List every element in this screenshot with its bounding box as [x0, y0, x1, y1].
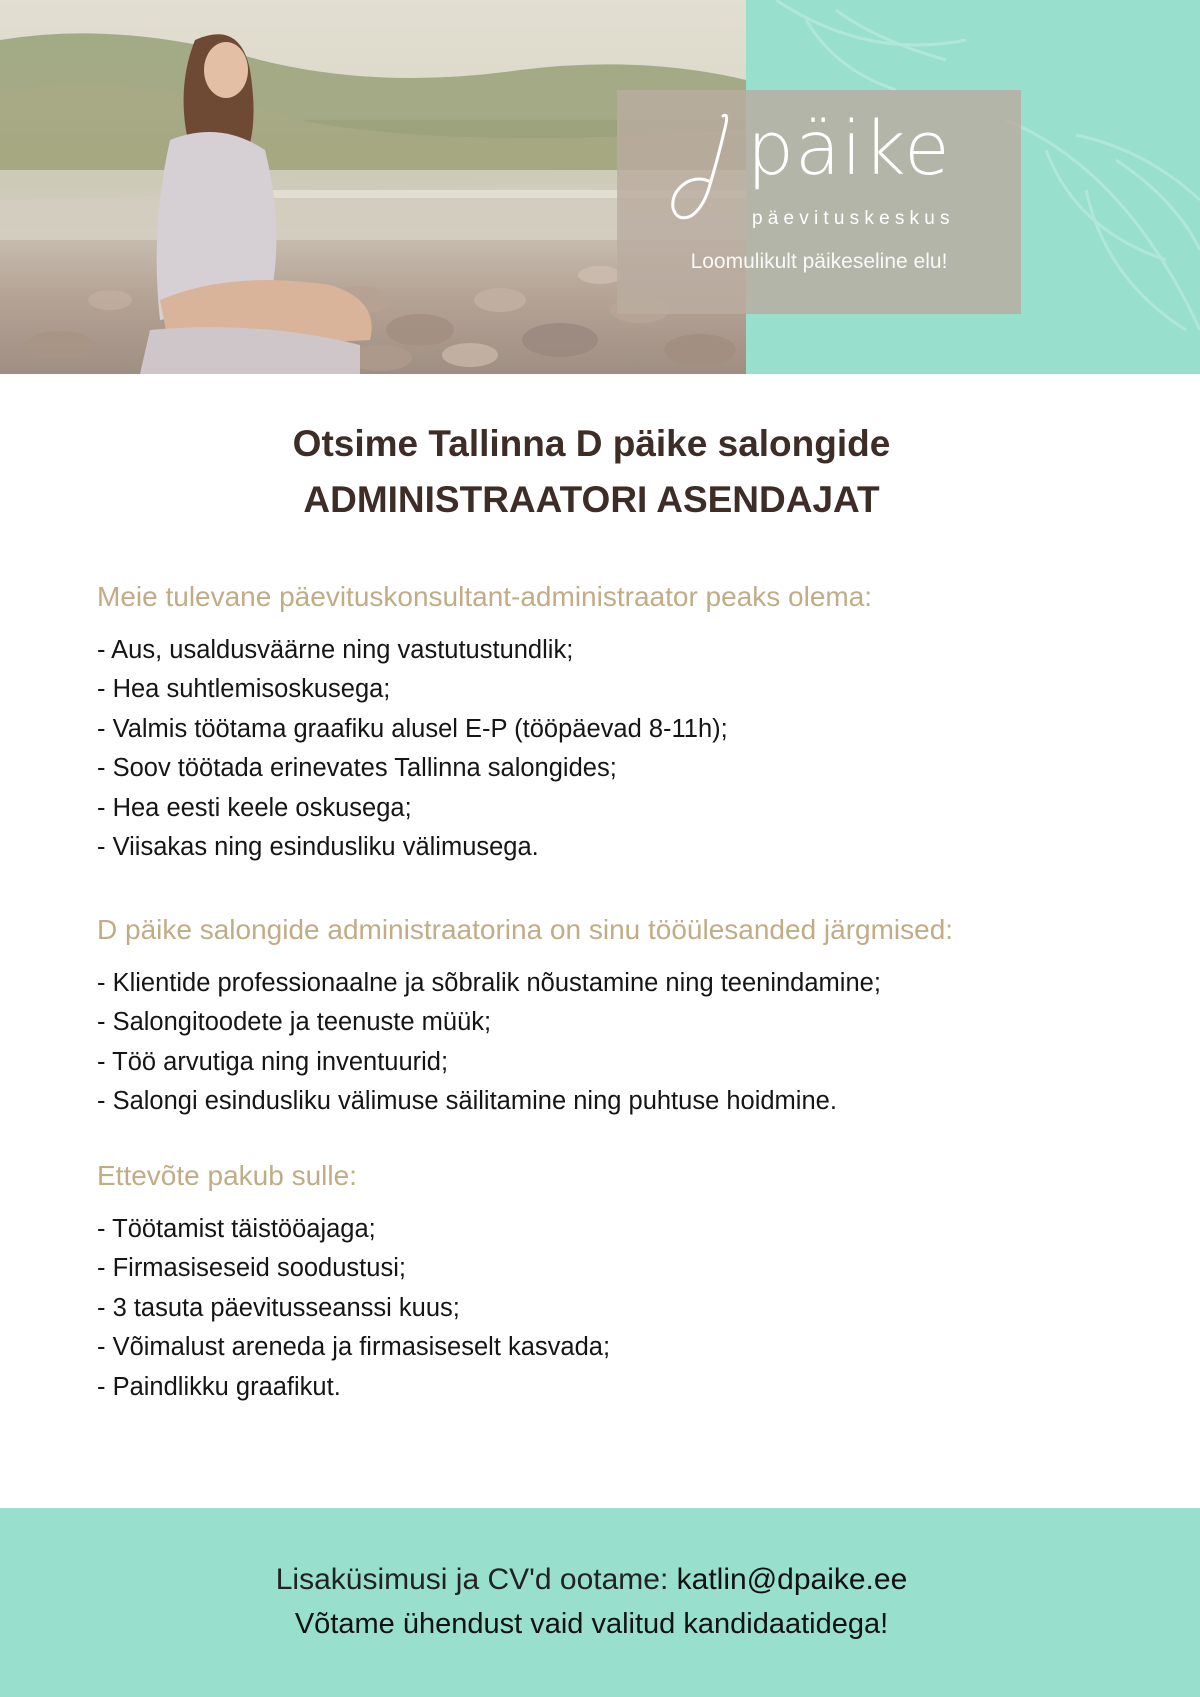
list-item: - Salongi esindusliku välimuse säilitamine ning puhtuse hoidmine.	[97, 1087, 837, 1116]
list-item: - Firmasiseseid soodustusi;	[97, 1254, 406, 1283]
requirements-list	[97, 631, 1097, 867]
footer-note: Võtame ühendust vaid valitud kandidaatidega!	[294, 1608, 889, 1640]
section-requirements	[97, 579, 1097, 867]
list-item: - Hea eesti keele oskusega;	[97, 793, 412, 822]
offer-list	[97, 1210, 1097, 1407]
section-duties	[97, 912, 1097, 1122]
duties-list	[97, 964, 1097, 1122]
header-banner	[0, 0, 1200, 374]
section-heading: D päike salongide administraatorina on sinu tööülesanded järgmised:	[97, 914, 954, 945]
list-item: - Salongitoodete ja teenuste müük;	[97, 1008, 492, 1037]
title-line-2: ADMINISTRAATORI ASENDAJAT	[303, 479, 880, 520]
contact-line	[0, 1560, 1183, 1600]
list-item: - Valmis töötama graafiku alusel E-P (tööpäevad 8-11h);	[97, 714, 728, 743]
brand-subtitle: päevituskeskus	[752, 208, 955, 229]
list-item: - Viisakas ning esindusliku välimusega.	[97, 833, 539, 862]
footer	[0, 1508, 1200, 1697]
logo-d-icon	[663, 108, 743, 228]
email-link[interactable]: katlin@dpaike.ee	[676, 1563, 908, 1596]
list-item: - Aus, usaldusväärne ning vastutustundlik;	[97, 636, 574, 664]
page-title	[0, 416, 1183, 528]
brand-name: päike	[747, 106, 951, 192]
section-heading: Meie tulevane päevituskonsultant-administraator peaks olema:	[97, 581, 873, 612]
list-item: - Soov töötada erinevates Tallinna salongides;	[97, 754, 617, 783]
list-item: - Paindlikku graafikut.	[97, 1372, 341, 1401]
section-offer	[97, 1158, 1097, 1407]
title-line-1: Otsime Tallinna D päike salongide	[292, 423, 891, 464]
list-item: - Hea suhtlemisoskusega;	[97, 675, 391, 704]
list-item: - Töötamist täistööajaga;	[97, 1215, 376, 1243]
logo-box	[617, 90, 1021, 314]
list-item: - 3 tasuta päevitusseanssi kuus;	[97, 1293, 460, 1322]
contact-label: Lisaküsimusi ja CV'd ootame:	[275, 1563, 669, 1596]
brand-tagline: Loomulikult päikeseline elu!	[690, 250, 948, 273]
list-item: - Võimalust areneda ja firmasiseselt kasvada;	[97, 1333, 611, 1362]
list-item: - Klientide professionaalne ja sõbralik nõustamine ning teenindamine;	[97, 969, 881, 997]
list-item: - Töö arvutiga ning inventuurid;	[97, 1047, 449, 1076]
section-heading: Ettevõte pakub sulle:	[97, 1160, 357, 1191]
